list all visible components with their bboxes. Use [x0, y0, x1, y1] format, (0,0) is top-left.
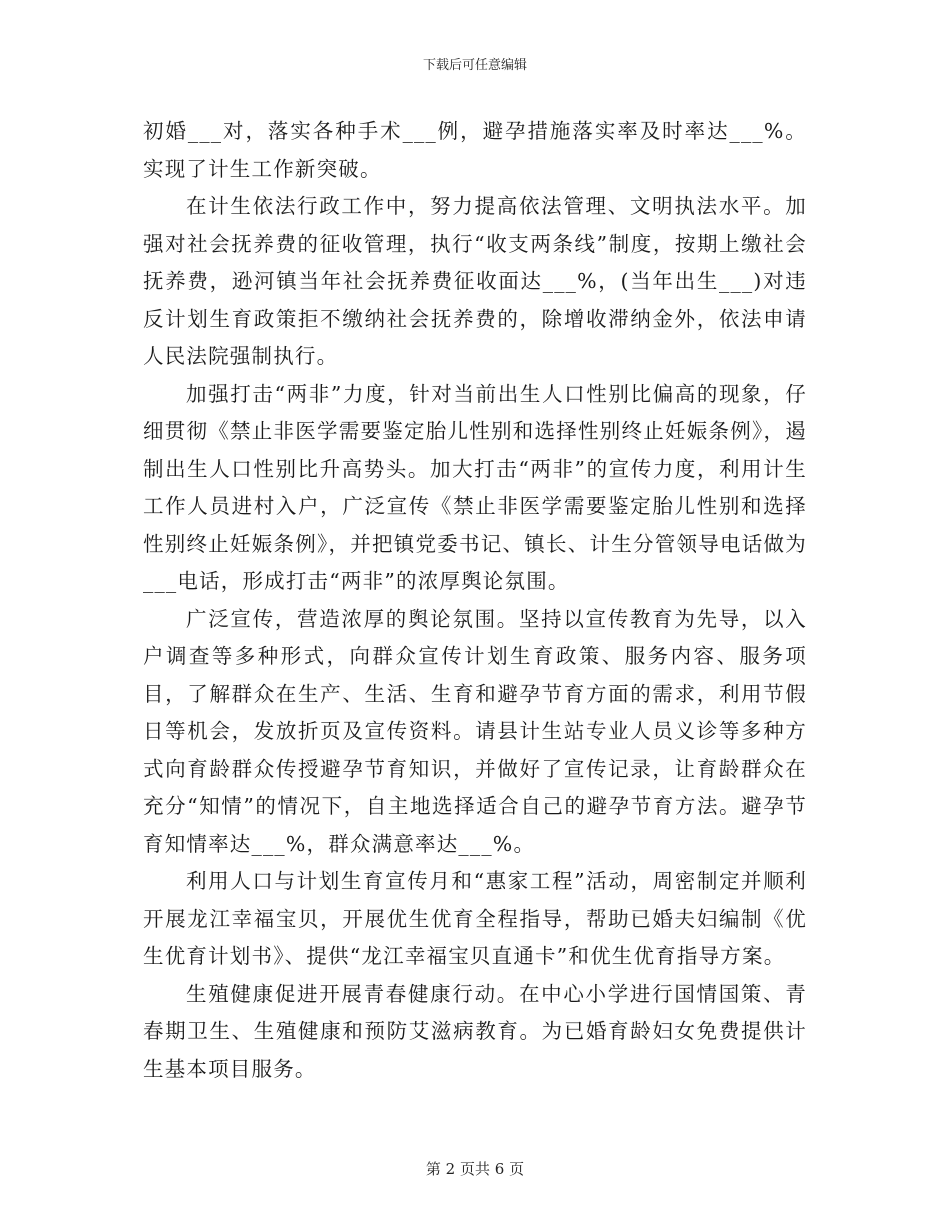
paragraph-6: 生殖健康促进开展青春健康行动。在中心小学进行国情国策、青春期卫生、生殖健康和预防艾滋病教育。为已婚育龄妇女免费提供计生基本项目服务。	[143, 981, 807, 1081]
paragraph-1: 初婚___对，落实各种手术___例，避孕措施落实率及时率达___%。实现了计生工作新突破。	[143, 119, 807, 181]
paragraph-2: 在计生依法行政工作中，努力提高依法管理、文明执法水平。加强对社会抚养费的征收管理，执行“收支两条线”制度，按期上缴社会抚养费，逊河镇当年社会抚养费征收面达___%，(当年出生___)对违反计划生育政策拒不缴纳社会抚养费的，除增收滞纳金外，依法申请人民法院强制执行。	[143, 194, 807, 368]
page-header: 下载后可任意编辑	[422, 58, 527, 73]
document-body	[143, 113, 807, 1088]
paragraph-4: 广泛宣传，营造浓厚的舆论氛围。坚持以宣传教育为先导，以入户调查等多种形式，向群众宣传计划生育政策、服务内容、服务项目，了解群众在生产、生活、生育和避孕节育方面的需求，利用节假日等机会，发放折页及宣传资料。请县计生站专业人员义诊等多种方式向育龄群众传授避孕节育知识，并做好了宣传记录，让育龄群众在充分“知情”的情况下，自主地选择适合自己的避孕节育方法。避孕节育知情率达___%，群众满意率达___%。	[143, 606, 807, 856]
paragraph-5: 利用人口与计划生育宣传月和“惠家工程”活动，周密制定并顺利开展龙江幸福宝贝，开展优生优育全程指导，帮助已婚夫妇编制《优生优育计划书》、提供“龙江幸福宝贝直通卡”和优生优育指导方案。	[143, 869, 807, 968]
paragraph-3: 加强打击“两非”力度，针对当前出生人口性别比偏高的现象，仔细贯彻《禁止非医学需要鉴定胎儿性别和选择性别终止妊娠条例》，遏制出生人口性别比升高势头。加大打击“两非”的宣传力度，利用计生工作人员进村入户，广泛宣传《禁止非医学需要鉴定胎儿性别和选择性别终止妊娠条例》，并把镇党委书记、镇长、计生分管领导电话做为___电话，形成打击“两非”的浓厚舆论氛围。	[143, 381, 807, 593]
page-footer: 第 2 页共 6 页	[425, 1160, 525, 1178]
